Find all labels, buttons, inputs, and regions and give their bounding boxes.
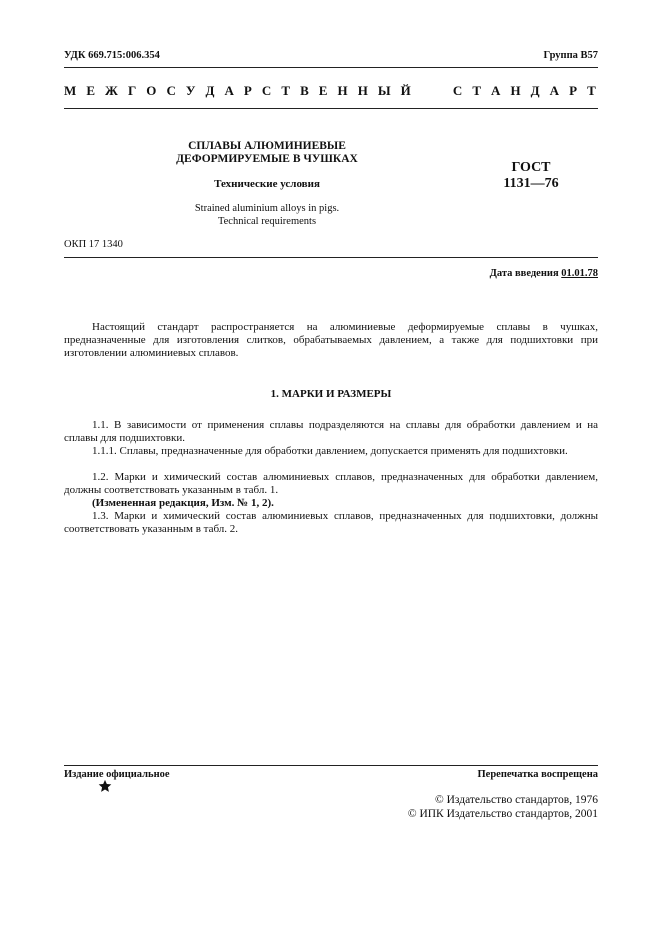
gost-label: ГОСТ <box>511 160 551 175</box>
banner-letter: Д <box>530 83 540 98</box>
gost-designation <box>476 160 586 192</box>
title-line-2: ДЕФОРМИРУЕМЫЕ В ЧУШКАХ <box>176 153 358 165</box>
footer-rule <box>64 765 598 766</box>
banner-letter: Н <box>337 83 348 98</box>
header-rule <box>64 67 598 68</box>
banner-letter: О <box>146 83 157 98</box>
banner-gap <box>421 83 443 99</box>
title-line-1: СПЛАВЫ АЛЮМИНИЕВЫЕ <box>188 140 346 152</box>
banner-letter: М <box>64 83 77 98</box>
document-subtitle: Технические условия <box>214 178 320 190</box>
banner-letter: Г <box>127 83 137 98</box>
amendment-note: (Измененная редакция, Изм. № 1, 2). <box>92 497 274 509</box>
banner-letter: Ж <box>105 83 118 98</box>
banner-letter: Т <box>587 83 596 98</box>
udk-code: УДК 669.715:006.354 <box>64 50 160 61</box>
banner-letter: Е <box>318 83 328 98</box>
banner-letter: Н <box>357 83 368 98</box>
intro-date <box>490 268 598 279</box>
intro-paragraph: Настоящий стандарт распространяется на алюминиевые деформируемые сплавы в чушках, предназначенные для изготовления слитков, обрабатываемых давлением, а также для подшихтовки при изготовлении алюминиевых сплавов. <box>64 321 598 359</box>
standard-banner <box>64 83 596 99</box>
document-title <box>130 140 404 166</box>
copyright-1976: © Издательство стандартов, 1976 <box>434 794 598 806</box>
english-title-line-2: Technical requirements <box>217 215 317 227</box>
intro-date-label: Дата введения <box>489 268 559 279</box>
english-title-line-1: Strained aluminium alloys in pigs. <box>194 203 340 214</box>
banner-letter: С <box>452 83 463 98</box>
banner-letter: А <box>491 83 501 98</box>
copyright-2001: © ИПК Издательство стандартов, 2001 <box>407 808 598 820</box>
paragraph-1-1-1: 1.1.1. Сплавы, предназначенные для обработки давлением, допускается применять для подшихтовки. <box>92 445 568 457</box>
banner-letter: Р <box>569 83 578 98</box>
paragraph-1-3: 1.3. Марки и химический состав алюминиевых сплавов, предназначенных для подшихтовки, должны соответствовать указанным в табл. 2. <box>64 510 598 535</box>
intro-date-value: 01.01.78 <box>561 268 598 279</box>
group-code: Группа В57 <box>543 50 598 61</box>
gost-number: 1131—76 <box>503 176 559 191</box>
english-title <box>130 203 404 228</box>
banner-letter: А <box>549 83 560 98</box>
banner-letter: Т <box>472 83 481 98</box>
okp-rule <box>64 257 598 258</box>
banner-letter: С <box>166 83 176 98</box>
banner-letter: Й <box>400 83 411 98</box>
section-heading: 1. МАРКИ И РАЗМЕРЫ <box>270 388 392 400</box>
star-icon <box>98 779 112 793</box>
banner-letter: В <box>300 83 309 98</box>
banner-letter: С <box>261 83 272 98</box>
banner-letter: Н <box>510 83 521 98</box>
paragraph-1-2: 1.2. Марки и химический состав алюминиевых сплавов, предназначенных для обработки давлением, должны соответствовать указанным в табл. 1. <box>64 471 598 496</box>
reprint-prohibited: Перепечатка воспрещена <box>477 769 598 780</box>
okp-code: ОКП 17 1340 <box>64 239 123 250</box>
banner-letter: А <box>224 83 234 98</box>
paragraph-1-1: 1.1. В зависимости от применения сплавы подразделяются на сплавы для обработки давлением и на сплавы для подшихтовки. <box>64 419 598 444</box>
banner-rule <box>64 108 598 109</box>
banner-letter: Ы <box>377 83 391 98</box>
banner-letter: Р <box>243 83 252 98</box>
banner-letter: Е <box>86 83 95 98</box>
banner-letter: Д <box>205 83 215 98</box>
banner-letter: Т <box>281 83 291 98</box>
official-edition: Издание официальное <box>64 769 170 780</box>
banner-letter: У <box>185 83 196 98</box>
